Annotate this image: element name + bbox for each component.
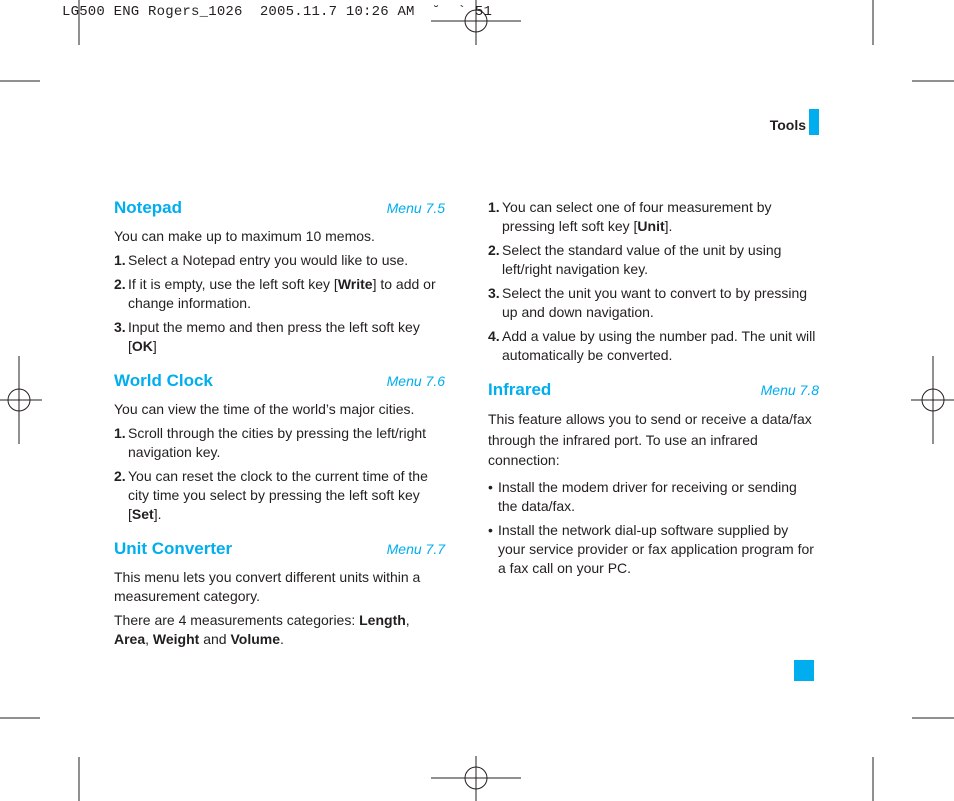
unit-converter-title: Unit Converter [114,539,233,558]
infrared-bullet-2 [488,521,819,578]
step-number: 1. [114,425,126,441]
world-clock-intro: You can view the time of the world’s major cities. [114,401,415,417]
write-key-label: Write [337,276,373,292]
bullet-text: Install the modem driver for receiving or sending the data/fax. [498,478,797,514]
notepad-step-1 [114,251,445,270]
step-text: Select a Notepad entry you would like to use. [128,252,409,268]
set-key-label: Set [131,506,154,522]
infrared-menu-number: Menu 7.8 [760,382,819,398]
world-clock-step-2 [114,467,445,524]
step-number: 4. [488,328,500,344]
notepad-menu-number: Menu 7.5 [386,200,445,216]
step-number: 1. [488,199,500,215]
bullet-icon: • [488,478,493,495]
step-number: 3. [114,319,126,335]
registration-mark-right [911,356,954,444]
infrared-intro: This feature allows you to send or receive a data/fax through the infrared port. To use an infrared connection: [488,411,812,468]
step-text: Select the unit you want to convert to by pressing up and down navigation. [502,285,808,320]
category-weight: Weight [152,631,200,647]
unit-converter-heading [114,539,445,559]
registration-mark-top [431,0,521,45]
section-header-label: Tools [769,117,806,133]
unit-converter-step-4 [488,327,819,365]
unit-converter-step-1 [488,198,819,236]
unit-converter-categories: There are 4 measurements categories: Length, Area, Weight and Volume. [114,612,410,647]
world-clock-menu-number: Menu 7.6 [386,373,445,389]
unit-converter-intro: This menu lets you convert different units within a measurement category. [114,569,421,604]
world-clock-heading [114,371,445,391]
step-number: 2. [488,242,500,258]
left-column [114,198,445,649]
step-text: Scroll through the cities by pressing the left/right navigation key. [128,425,427,460]
world-clock-title: World Clock [114,371,213,390]
print-slug: LG500 ENG Rogers_1026 2005.11.7 10:26 AM ˘ ` 51 [62,4,493,20]
step-text: Add a value by using the number pad. The unit will automatically be converted. [502,328,816,363]
page-corner-marker [794,660,814,681]
step-number: 3. [488,285,500,301]
step-text: If it is empty, use the left soft key [Write] to add or change information. [128,276,436,311]
notepad-intro: You can make up to maximum 10 memos. [114,228,375,244]
notepad-step-3 [114,318,445,356]
registration-mark-left [0,356,42,444]
category-volume: Volume [230,631,280,647]
notepad-heading [114,198,445,218]
step-text: You can reset the clock to the current time of the city time you select by pressing the left soft key [Set]. [128,468,428,522]
bullet-text: Install the network dial-up software supplied by your service provider or fax application program for a fax call on your PC. [498,521,814,576]
step-number: 2. [114,468,126,484]
ok-key-label: OK [131,338,153,354]
step-number: 1. [114,252,126,268]
unit-converter-menu-number: Menu 7.7 [386,541,445,557]
category-area: Area [114,631,146,647]
step-number: 2. [114,276,126,292]
step-text: Input the memo and then press the left soft key [OK] [128,319,420,354]
step-text: Select the standard value of the unit by using left/right navigation key. [502,242,782,277]
step-text: You can select one of four measurement by pressing left soft key [Unit]. [502,199,772,234]
notepad-step-2 [114,275,445,313]
world-clock-step-1 [114,424,445,462]
infrared-title: Infrared [488,380,552,399]
infrared-heading [488,380,819,400]
notepad-title: Notepad [114,198,182,217]
right-column [488,198,819,578]
section-tab-bar [809,109,819,135]
bullet-icon: • [488,521,493,538]
registration-mark-bottom [431,756,521,801]
unit-converter-step-3 [488,284,819,322]
unit-key-label: Unit [637,218,665,234]
unit-converter-step-2 [488,241,819,279]
category-length: Length [359,612,406,628]
infrared-bullet-1 [488,478,819,516]
